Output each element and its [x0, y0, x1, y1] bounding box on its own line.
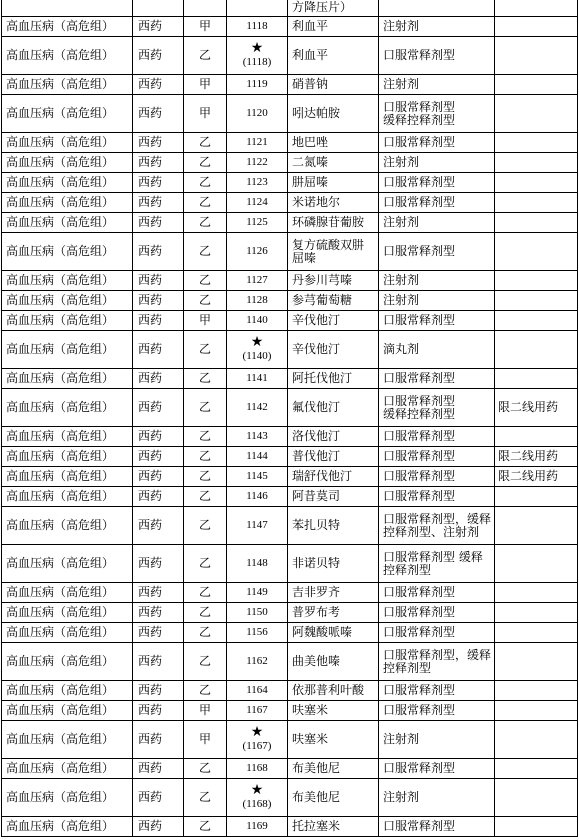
- dosage-form-cell: 口服常释剂型: [379, 487, 495, 507]
- table-row: [2, 37, 578, 75]
- dosage-form-cell: 口服常释剂型: [379, 173, 495, 193]
- disease-cell: 高血压病（高危组）: [2, 701, 133, 721]
- drug-name-cell: 托拉塞米: [288, 817, 379, 837]
- note-cell: [495, 311, 578, 331]
- disease-cell: 高血压病（高危组）: [2, 583, 133, 603]
- grade-cell: 乙: [184, 271, 227, 291]
- code-cell: 1128: [227, 291, 288, 311]
- grade-cell: 乙: [184, 389, 227, 427]
- table-row: [2, 643, 578, 681]
- dosage-form-cell: 注射剂: [379, 153, 495, 173]
- drug-name-cell: 环磷腺苷葡胺: [288, 213, 379, 233]
- grade-cell: 甲: [184, 75, 227, 95]
- table-row: [2, 173, 578, 193]
- grade-cell: 乙: [184, 369, 227, 389]
- table-body: [2, 0, 578, 837]
- drug-type-cell: 西药: [133, 487, 184, 507]
- note-cell: [495, 271, 578, 291]
- table-row: [2, 817, 578, 837]
- dosage-form-cell: 口服常释剂型: [379, 447, 495, 467]
- dosage-form-cell: 口服常释剂型: [379, 583, 495, 603]
- drug-type-cell: 西药: [133, 447, 184, 467]
- drug-name-cell: 氟伐他汀: [288, 389, 379, 427]
- table-row: [2, 193, 578, 213]
- code-cell: 1150: [227, 603, 288, 623]
- drug-type-cell: 西药: [133, 623, 184, 643]
- disease-cell: 高血压病（高危组）: [2, 759, 133, 779]
- drug-name-cell: 曲美他嗪: [288, 643, 379, 681]
- drug-name-cell: 二氮嗪: [288, 153, 379, 173]
- note-cell: [495, 507, 578, 545]
- drug-type-cell: 西药: [133, 95, 184, 133]
- dosage-form-cell: 口服常释剂型: [379, 427, 495, 447]
- code-cell: 1121: [227, 133, 288, 153]
- disease-cell: 高血压病（高危组）: [2, 291, 133, 311]
- table-row: [2, 681, 578, 701]
- code-text: (1118): [242, 56, 272, 68]
- drug-type-cell: 西药: [133, 643, 184, 681]
- drug-name-cell: 非诺贝特: [288, 545, 379, 583]
- note-cell: [495, 779, 578, 817]
- drug-type-cell: 西药: [133, 759, 184, 779]
- disease-cell: 高血压病（高危组）: [2, 95, 133, 133]
- note-cell: [495, 95, 578, 133]
- code-cell: [227, 331, 288, 369]
- dosage-form-line: 控释剂型: [383, 660, 432, 675]
- dosage-form-cell: [379, 643, 495, 681]
- note-cell: [495, 331, 578, 369]
- grade-cell: 乙: [184, 779, 227, 817]
- note-cell: [495, 545, 578, 583]
- disease-cell: 高血压病（高危组）: [2, 213, 133, 233]
- drug-name-cell: 利血平: [288, 37, 379, 75]
- dosage-form-cell: 口服常释剂型: [379, 701, 495, 721]
- note-cell: [495, 233, 578, 271]
- code-cell: 1126: [227, 233, 288, 271]
- drug-type-cell: 西药: [133, 311, 184, 331]
- table-row: [2, 331, 578, 369]
- dosage-form-cell: 口服常释剂型: [379, 623, 495, 643]
- drug-type-cell: 西药: [133, 779, 184, 817]
- drug-name-cell: 米诺地尔: [288, 193, 379, 213]
- drug-name-cell: 地巴唑: [288, 133, 379, 153]
- table-row: [2, 467, 578, 487]
- drug-type-cell: 西药: [133, 213, 184, 233]
- code-cell: 1119: [227, 75, 288, 95]
- disease-cell: 高血压病（高危组）: [2, 369, 133, 389]
- drug-type-cell: 西药: [133, 331, 184, 369]
- dosage-form-cell: 口服常释剂型: [379, 759, 495, 779]
- drug-type-cell: 西药: [133, 153, 184, 173]
- grade-cell: 乙: [184, 193, 227, 213]
- drug-name-cell: 参芎葡萄糖: [288, 291, 379, 311]
- grade-cell: 甲: [184, 95, 227, 133]
- drug-name-cell: 普罗布考: [288, 603, 379, 623]
- drug-name-cell: 苯扎贝特: [288, 507, 379, 545]
- note-cell: [495, 133, 578, 153]
- table-row: [2, 721, 578, 759]
- drug-name-cell: 布美他尼: [288, 779, 379, 817]
- dosage-form-cell: 口服常释剂型: [379, 233, 495, 271]
- disease-cell: 高血压病（高危组）: [2, 233, 133, 271]
- dosage-form-line: 缓释控释剂型: [383, 406, 456, 421]
- table-row: [2, 759, 578, 779]
- table-row: [2, 75, 578, 95]
- disease-cell: 高血压病（高危组）: [2, 467, 133, 487]
- dosage-form-line: 口服常释剂型 缓释: [383, 549, 483, 564]
- note-cell: [495, 427, 578, 447]
- code-cell: 1123: [227, 173, 288, 193]
- code-cell: 1146: [227, 487, 288, 507]
- dosage-form-cell: 注射剂: [379, 721, 495, 759]
- disease-cell: 高血压病（高危组）: [2, 17, 133, 37]
- drug-name-cell: 阿魏酸哌嗪: [288, 623, 379, 643]
- drug-type-cell: [133, 0, 184, 17]
- disease-cell: 高血压病（高危组）: [2, 173, 133, 193]
- dosage-form-cell: 口服常释剂型: [379, 369, 495, 389]
- code-cell: 1127: [227, 271, 288, 291]
- grade-cell: 乙: [184, 331, 227, 369]
- drug-type-cell: 西药: [133, 173, 184, 193]
- disease-cell: 高血压病（高危组）: [2, 681, 133, 701]
- note-cell: [495, 17, 578, 37]
- drug-name-cell: 呋塞米: [288, 701, 379, 721]
- table-row: [2, 545, 578, 583]
- code-cell: 1120: [227, 95, 288, 133]
- grade-cell: 乙: [184, 623, 227, 643]
- code-cell: 1142: [227, 389, 288, 427]
- grade-cell: 乙: [184, 153, 227, 173]
- dosage-form-cell: 注射剂: [379, 291, 495, 311]
- star-icon: ★: [250, 725, 264, 740]
- table-row: [2, 603, 578, 623]
- disease-cell: 高血压病（高危组）: [2, 721, 133, 759]
- disease-cell: 高血压病（高危组）: [2, 643, 133, 681]
- dosage-form-cell: [379, 95, 495, 133]
- drug-name-cell: 吲达帕胺: [288, 95, 379, 133]
- star-icon: ★: [250, 41, 264, 56]
- dosage-form-cell: [379, 389, 495, 427]
- drug-type-cell: 西药: [133, 545, 184, 583]
- drug-type-cell: 西药: [133, 233, 184, 271]
- grade-cell: 乙: [184, 817, 227, 837]
- note-cell: 限二线用药: [495, 467, 578, 487]
- code-cell: 1144: [227, 447, 288, 467]
- dosage-form-cell: [379, 507, 495, 545]
- disease-cell: 高血压病（高危组）: [2, 447, 133, 467]
- code-cell: 1147: [227, 507, 288, 545]
- grade-cell: 乙: [184, 213, 227, 233]
- table-row: [2, 369, 578, 389]
- table-row: [2, 389, 578, 427]
- note-cell: 限二线用药: [495, 389, 578, 427]
- drug-type-cell: 西药: [133, 681, 184, 701]
- dosage-form-cell: 注射剂: [379, 17, 495, 37]
- disease-cell: 高血压病（高危组）: [2, 331, 133, 369]
- dosage-form-cell: 口服常释剂型: [379, 133, 495, 153]
- code-cell: [227, 779, 288, 817]
- drug-name-cell: 辛伐他汀: [288, 331, 379, 369]
- note-cell: [495, 37, 578, 75]
- drug-name-cell: 布美他尼: [288, 759, 379, 779]
- disease-cell: 高血压病（高危组）: [2, 487, 133, 507]
- grade-cell: 乙: [184, 643, 227, 681]
- code-cell: 1140: [227, 311, 288, 331]
- note-cell: [495, 75, 578, 95]
- note-cell: [495, 0, 578, 17]
- dosage-form-cell: 滴丸剂: [379, 331, 495, 369]
- table-row: [2, 507, 578, 545]
- code-cell: 1141: [227, 369, 288, 389]
- dosage-form-cell: 口服常释剂型: [379, 467, 495, 487]
- grade-cell: 乙: [184, 545, 227, 583]
- grade-cell: 乙: [184, 427, 227, 447]
- table-row: [2, 701, 578, 721]
- dosage-form-cell: 口服常释剂型: [379, 37, 495, 75]
- table-row: [2, 95, 578, 133]
- table-row: [2, 133, 578, 153]
- drug-name-cell: 利血平: [288, 17, 379, 37]
- grade-cell: 乙: [184, 603, 227, 623]
- dosage-form-cell: [379, 0, 495, 17]
- drug-type-cell: 西药: [133, 193, 184, 213]
- code-text: (1168): [242, 798, 272, 810]
- drug-name-cell: [288, 233, 379, 271]
- dosage-form-cell: [379, 545, 495, 583]
- drug-name-cell: 依那普利叶酸: [288, 681, 379, 701]
- dosage-form-cell: 口服常释剂型: [379, 311, 495, 331]
- disease-cell: 高血压病（高危组）: [2, 37, 133, 75]
- code-cell: 1148: [227, 545, 288, 583]
- dosage-form-cell: 注射剂: [379, 271, 495, 291]
- code-cell: 1145: [227, 467, 288, 487]
- note-cell: [495, 817, 578, 837]
- table-row: [2, 0, 578, 17]
- drug-type-cell: 西药: [133, 817, 184, 837]
- drug-name-cell: 洛伐他汀: [288, 427, 379, 447]
- note-cell: [495, 153, 578, 173]
- code-cell: 1164: [227, 681, 288, 701]
- note-cell: [495, 369, 578, 389]
- note-cell: [495, 681, 578, 701]
- disease-cell: 高血压病（高危组）: [2, 545, 133, 583]
- disease-cell: 高血压病（高危组）: [2, 623, 133, 643]
- drug-type-cell: 西药: [133, 721, 184, 759]
- disease-cell: 高血压病（高危组）: [2, 817, 133, 837]
- drug-name-cell: 辛伐他汀: [288, 311, 379, 331]
- grade-cell: 乙: [184, 37, 227, 75]
- star-icon: ★: [250, 783, 264, 798]
- drug-name-cell: 普伐他汀: [288, 447, 379, 467]
- table-row: [2, 153, 578, 173]
- code-text: (1140): [242, 350, 272, 362]
- table-row: [2, 447, 578, 467]
- drug-type-cell: 西药: [133, 37, 184, 75]
- drug-type-cell: 西药: [133, 389, 184, 427]
- table-row: [2, 291, 578, 311]
- code-cell: 1169: [227, 817, 288, 837]
- dosage-form-line: 控释剂型: [383, 562, 432, 577]
- drug-name-cell: 肼屈嗪: [288, 173, 379, 193]
- dosage-form-line: 控释剂型、注射剂: [383, 524, 480, 539]
- disease-cell: 高血压病（高危组）: [2, 271, 133, 291]
- disease-cell: 高血压病（高危组）: [2, 153, 133, 173]
- code-cell: 1149: [227, 583, 288, 603]
- table-row: [2, 779, 578, 817]
- code-cell: [227, 37, 288, 75]
- note-cell: [495, 193, 578, 213]
- note-cell: [495, 643, 578, 681]
- disease-cell: 高血压病（高危组）: [2, 193, 133, 213]
- table-row: [2, 311, 578, 331]
- drug-type-cell: 西药: [133, 133, 184, 153]
- drug-type-cell: 西药: [133, 427, 184, 447]
- table-row: [2, 623, 578, 643]
- drug-name-cell: 吉非罗齐: [288, 583, 379, 603]
- dosage-form-cell: 口服常释剂型: [379, 681, 495, 701]
- table-row: [2, 427, 578, 447]
- note-cell: [495, 623, 578, 643]
- table-row: [2, 583, 578, 603]
- drug-name-cell: 硝普钠: [288, 75, 379, 95]
- drug-name-cell: 丹参川芎嗪: [288, 271, 379, 291]
- drug-type-cell: 西药: [133, 507, 184, 545]
- disease-cell: [2, 0, 133, 17]
- disease-cell: 高血压病（高危组）: [2, 389, 133, 427]
- dosage-form-cell: 口服常释剂型: [379, 817, 495, 837]
- grade-cell: [184, 0, 227, 17]
- code-cell: 1118: [227, 17, 288, 37]
- code-cell: 1124: [227, 193, 288, 213]
- code-cell: [227, 0, 288, 17]
- code-cell: [227, 721, 288, 759]
- table-row: [2, 233, 578, 271]
- disease-cell: 高血压病（高危组）: [2, 427, 133, 447]
- dosage-form-line: 口服常释剂型: [383, 393, 456, 408]
- note-cell: [495, 759, 578, 779]
- drug-catalog-table: [1, 0, 578, 837]
- disease-cell: 高血压病（高危组）: [2, 75, 133, 95]
- code-cell: 1167: [227, 701, 288, 721]
- dosage-form-cell: 口服常释剂型: [379, 603, 495, 623]
- code-cell: 1143: [227, 427, 288, 447]
- dosage-form-cell: 注射剂: [379, 779, 495, 817]
- dosage-form-line: 口服常释剂型: [383, 99, 456, 114]
- disease-cell: 高血压病（高危组）: [2, 507, 133, 545]
- star-icon: ★: [250, 335, 264, 350]
- code-cell: 1125: [227, 213, 288, 233]
- drug-name-cell: 瑞舒伐他汀: [288, 467, 379, 487]
- dosage-form-line: 口服常释剂型，缓释: [383, 511, 492, 526]
- note-cell: [495, 213, 578, 233]
- drug-type-cell: 西药: [133, 603, 184, 623]
- grade-cell: 甲: [184, 311, 227, 331]
- table-row: [2, 271, 578, 291]
- grade-cell: 乙: [184, 447, 227, 467]
- grade-cell: 乙: [184, 467, 227, 487]
- grade-cell: 乙: [184, 507, 227, 545]
- grade-cell: 乙: [184, 487, 227, 507]
- note-cell: [495, 721, 578, 759]
- disease-cell: 高血压病（高危组）: [2, 311, 133, 331]
- drug-type-cell: 西药: [133, 369, 184, 389]
- drug-name-line: 复方硫酸双肼: [292, 237, 365, 252]
- grade-cell: 甲: [184, 701, 227, 721]
- table-row: [2, 487, 578, 507]
- table-row: [2, 17, 578, 37]
- drug-name-cell: 阿托伐他汀: [288, 369, 379, 389]
- grade-cell: 乙: [184, 133, 227, 153]
- code-text: (1167): [242, 740, 272, 752]
- drug-type-cell: 西药: [133, 17, 184, 37]
- drug-name-cell: 呋塞米: [288, 721, 379, 759]
- note-cell: [495, 173, 578, 193]
- drug-type-cell: 西药: [133, 75, 184, 95]
- table-row: [2, 213, 578, 233]
- disease-cell: 高血压病（高危组）: [2, 779, 133, 817]
- dosage-form-cell: 口服常释剂型: [379, 193, 495, 213]
- grade-cell: 乙: [184, 583, 227, 603]
- note-cell: [495, 291, 578, 311]
- drug-type-cell: 西药: [133, 701, 184, 721]
- note-cell: [495, 701, 578, 721]
- code-cell: 1162: [227, 643, 288, 681]
- dosage-form-line: 缓释控释剂型: [383, 112, 456, 127]
- note-cell: 限二线用药: [495, 447, 578, 467]
- disease-cell: 高血压病（高危组）: [2, 133, 133, 153]
- drug-name-cell: 阿昔莫司: [288, 487, 379, 507]
- dosage-form-line: 口服常释剂型，缓释: [383, 647, 492, 662]
- dosage-form-cell: 注射剂: [379, 75, 495, 95]
- dosage-form-cell: 注射剂: [379, 213, 495, 233]
- drug-name-cell: 方降压片）: [288, 0, 379, 17]
- note-cell: [495, 487, 578, 507]
- grade-cell: 乙: [184, 681, 227, 701]
- note-cell: [495, 583, 578, 603]
- disease-cell: 高血压病（高危组）: [2, 603, 133, 623]
- grade-cell: 乙: [184, 233, 227, 271]
- drug-type-cell: 西药: [133, 583, 184, 603]
- grade-cell: 甲: [184, 17, 227, 37]
- grade-cell: 乙: [184, 759, 227, 779]
- note-cell: [495, 603, 578, 623]
- drug-type-cell: 西药: [133, 271, 184, 291]
- code-cell: 1156: [227, 623, 288, 643]
- code-cell: 1168: [227, 759, 288, 779]
- drug-name-line: 屈嗪: [292, 250, 317, 265]
- grade-cell: 乙: [184, 291, 227, 311]
- drug-type-cell: 西药: [133, 467, 184, 487]
- drug-type-cell: 西药: [133, 291, 184, 311]
- code-cell: 1122: [227, 153, 288, 173]
- grade-cell: 乙: [184, 173, 227, 193]
- grade-cell: 甲: [184, 721, 227, 759]
